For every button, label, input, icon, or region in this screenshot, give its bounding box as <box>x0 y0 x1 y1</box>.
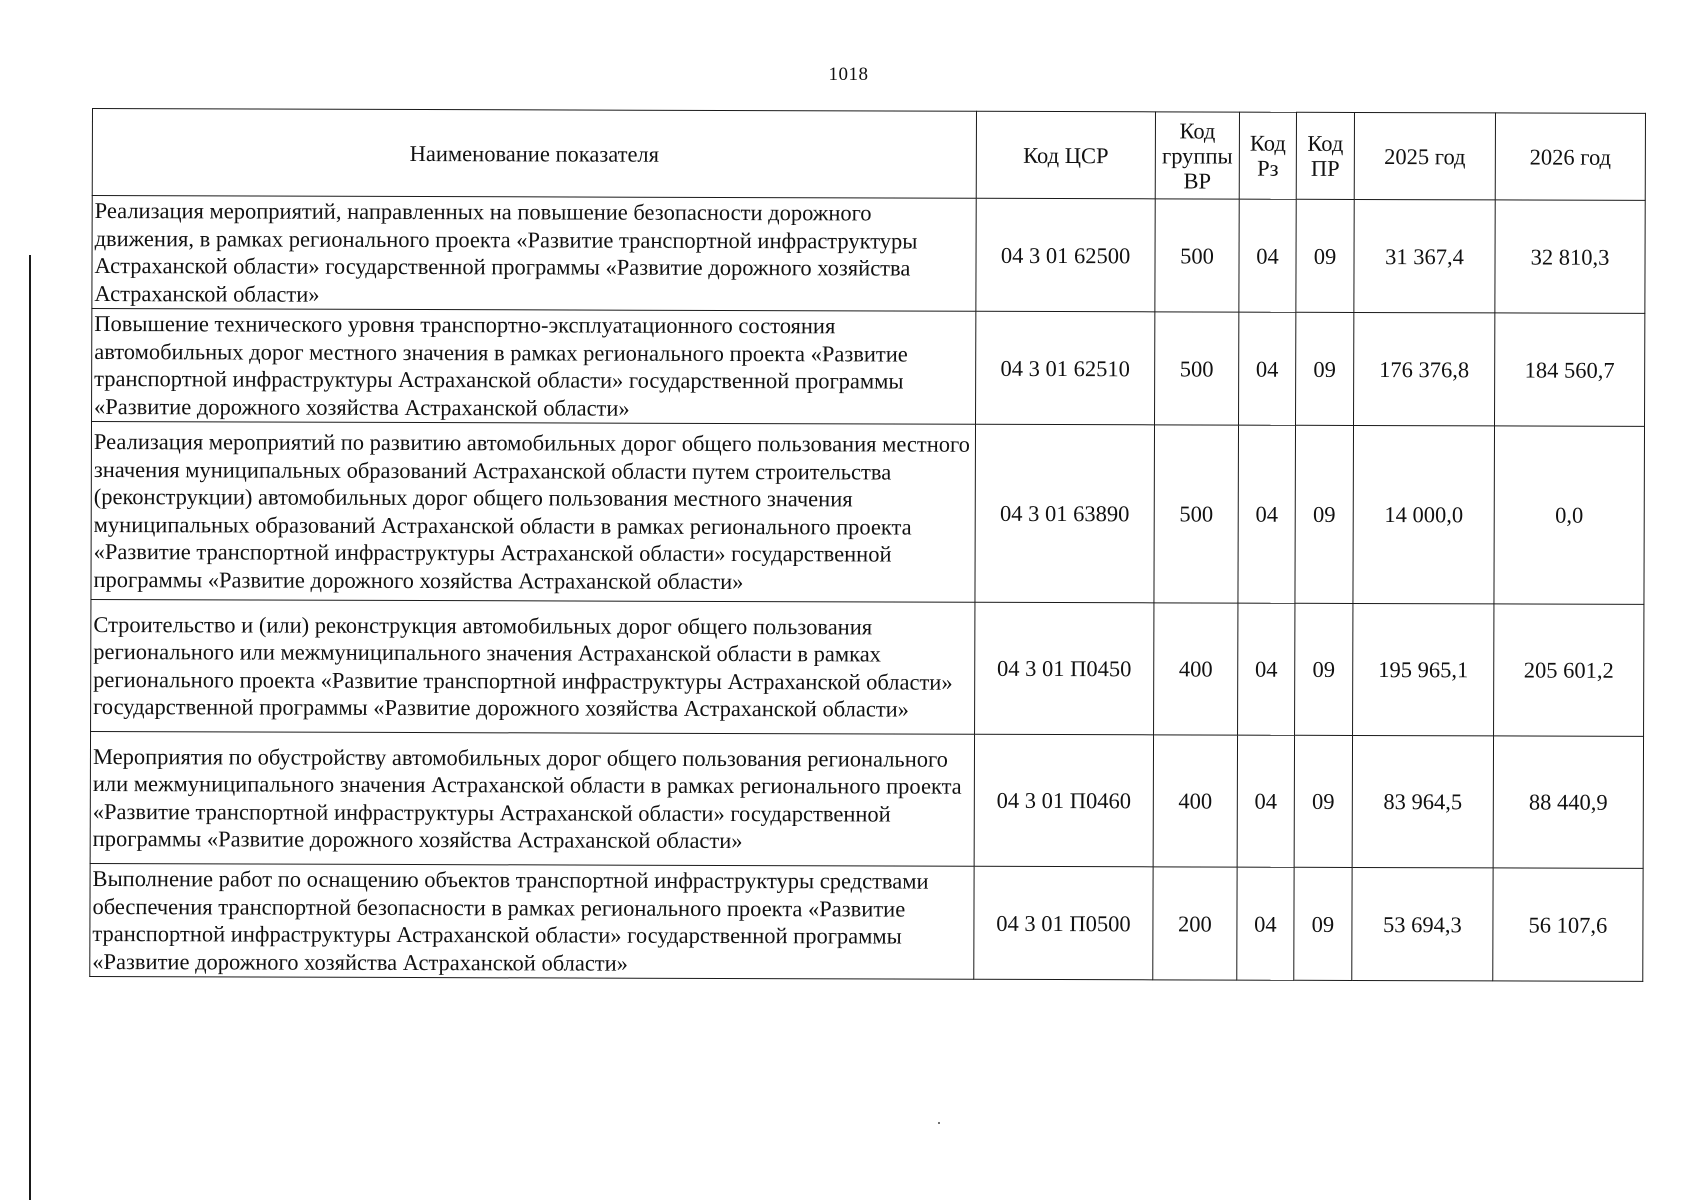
header-year-2026: 2026 год <box>1495 113 1645 200</box>
header-pr-code <box>1296 112 1354 199</box>
row-indicator-name: Строительство и (или) реконструкция автомобильных дорог общего пользования регионального или межмуниципального значения Астраханской области в рамках регионального проекта «Развитие транспортной инфраструктуры Астраханской области» государственной программы «Развитие дорожного хозяйства Астраханской области» <box>91 599 975 734</box>
row-value-2026: 56 107,6 <box>1493 868 1643 981</box>
row-pr-code: 09 <box>1296 312 1354 425</box>
row-value-2026: 88 440,9 <box>1493 736 1643 868</box>
table-row <box>90 863 1643 981</box>
row-csr-code: 04 3 01 62510 <box>976 311 1155 425</box>
row-pr-code: 09 <box>1294 867 1352 980</box>
row-pr-code: 09 <box>1294 735 1352 867</box>
row-csr-code: 04 3 01 62500 <box>976 198 1155 312</box>
budget-table <box>89 108 1646 982</box>
row-csr-code: 04 3 01 П0500 <box>974 866 1153 980</box>
header-vr-group-code <box>1155 112 1239 199</box>
row-rz-code: 04 <box>1238 425 1296 603</box>
header-indicator-name: Наименование показателя <box>92 109 976 199</box>
header-pr-line-1: Код <box>1307 130 1344 156</box>
header-rz-code <box>1239 112 1296 199</box>
row-vr-code: 400 <box>1153 735 1237 867</box>
row-rz-code: 04 <box>1238 603 1295 735</box>
header-rz-line-1: Код <box>1249 130 1286 156</box>
header-vr-line-3: ВР <box>1183 167 1212 194</box>
table-row <box>91 599 1644 736</box>
row-indicator-name: Реализация мероприятий, направленных на повышение безопасности дорожного движения, в рамках регионального проекта «Развитие транспортной инфраструктуры Астраханской области» государственной программы «Развитие дорожного хозяйства Астраханской области» <box>92 196 976 312</box>
row-rz-code: 04 <box>1239 312 1296 425</box>
header-vr-line-1: Код <box>1179 117 1216 144</box>
row-indicator-name: Реализация мероприятий по развитию автомобильных дорог общего пользования местного значения муниципальных образований Астраханской области путем строительства (реконструкции) автомобильных дорог общего пользования местного значения муниципальных образований Астраханской области в рамках регионального проекта «Развитие транспортной инфраструктуры Астраханской области» государственной программы «Развитие дорожного хозяйства Астраханской области» <box>91 422 976 603</box>
table-header-row <box>92 109 1645 201</box>
row-rz-code: 04 <box>1239 199 1296 312</box>
row-pr-code: 09 <box>1296 199 1354 312</box>
row-value-2025: 14 000,0 <box>1353 425 1495 603</box>
row-value-2026: 184 560,7 <box>1495 313 1645 426</box>
row-indicator-name: Мероприятия по обустройству автомобильных дорог общего пользования регионального или межмуниципального значения Астраханской области в рамках регионального проекта «Развитие транспортной инфраструктуры Астраханской области» государственной программы «Развитие дорожного хозяйства Астраханской области» <box>90 731 974 866</box>
row-value-2025: 195 965,1 <box>1353 603 1494 735</box>
row-value-2025: 83 964,5 <box>1352 735 1493 867</box>
row-value-2025: 176 376,8 <box>1354 312 1495 425</box>
row-indicator-name: Повышение технического уровня транспортно-эксплуатационного состояния автомобильных дорог местного значения в рамках регионального проекта «Развитие транспортной инфраструктуры Астраханской области» государственной программы «Развитие дорожного хозяйства Астраханской области» <box>92 309 976 425</box>
row-value-2025: 53 694,3 <box>1352 867 1493 980</box>
scan-speck <box>938 1122 940 1124</box>
row-csr-code: 04 3 01 П0460 <box>974 734 1153 867</box>
table-row <box>91 422 1645 605</box>
row-value-2026: 32 810,3 <box>1495 200 1645 313</box>
row-value-2026: 0,0 <box>1494 426 1645 604</box>
row-value-2026: 205 601,2 <box>1494 604 1644 736</box>
header-rz-line-2: Рз <box>1257 155 1279 181</box>
header-year-2025: 2025 год <box>1354 112 1495 199</box>
row-rz-code: 04 <box>1237 867 1294 980</box>
row-vr-code: 500 <box>1155 312 1239 425</box>
row-vr-code: 400 <box>1154 603 1238 735</box>
row-pr-code: 09 <box>1295 603 1353 735</box>
header-csr-code: Код ЦСР <box>976 111 1155 199</box>
row-csr-code: 04 3 01 П0450 <box>975 602 1154 735</box>
row-csr-code: 04 3 01 63890 <box>975 424 1155 603</box>
table-row <box>92 309 1645 427</box>
table-row <box>90 731 1643 868</box>
header-vr-line-2: группы <box>1161 142 1233 169</box>
row-indicator-name: Выполнение работ по оснащению объектов транспортной инфраструктуры средствами обеспечения транспортной безопасности в рамках регионального проекта «Развитие транспортной инфраструктуры Астраханской области» государственной программы «Развитие дорожного хозяйства Астраханской области» <box>90 863 974 979</box>
binding-margin-line <box>29 255 31 1200</box>
row-vr-code: 500 <box>1154 425 1239 603</box>
row-pr-code: 09 <box>1295 425 1354 603</box>
page-number: 1018 <box>828 64 869 85</box>
row-value-2025: 31 367,4 <box>1354 199 1495 312</box>
row-vr-code: 200 <box>1153 867 1237 980</box>
row-vr-code: 500 <box>1155 199 1239 312</box>
header-pr-line-2: ПР <box>1310 155 1340 181</box>
row-rz-code: 04 <box>1237 735 1294 867</box>
table-row <box>92 196 1645 314</box>
